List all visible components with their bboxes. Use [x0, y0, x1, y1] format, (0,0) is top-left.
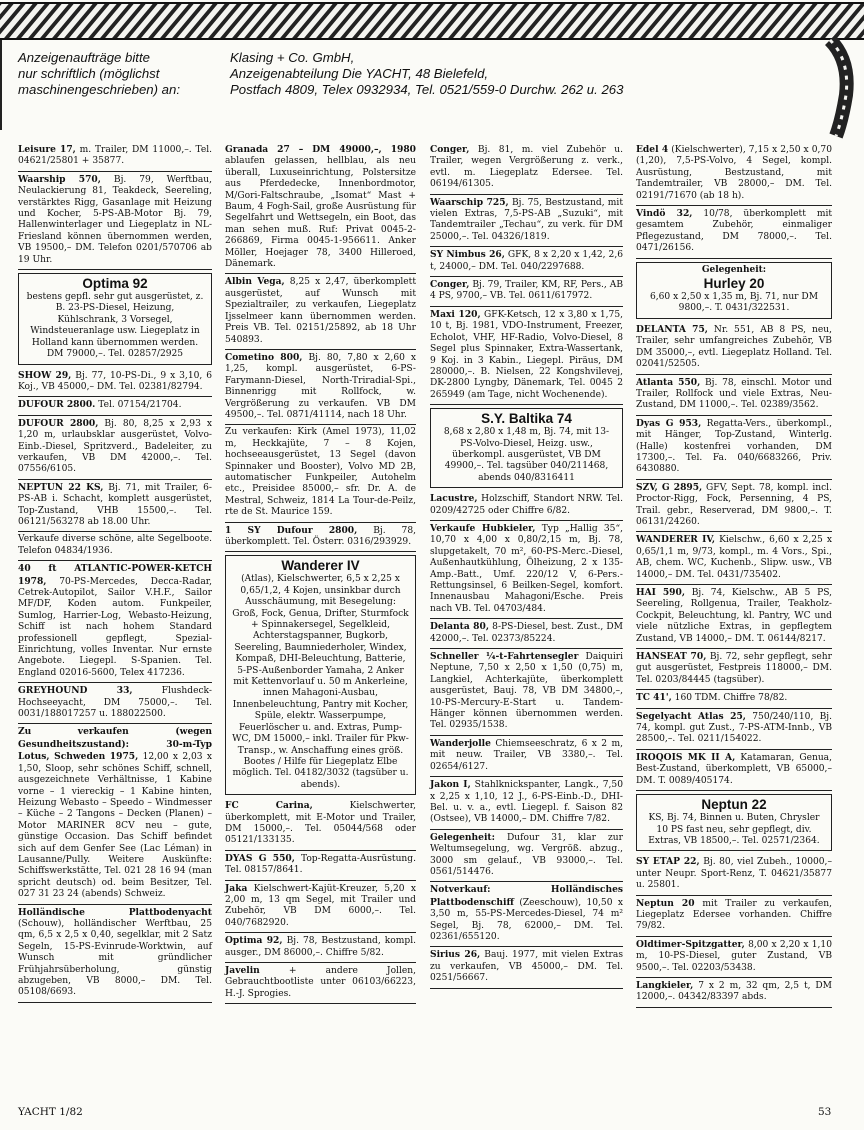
ad-body: 12,00 x 2,03 x 1,50, Sloop, sehr schönes Schiff, schnell, ausgezeichnete Verhältnisse, 1 Kabine vorne – 1 viereckig – 1 Kabine hinten, Heizung Webasto – Speedo – Windmesser – Küche – 2 Tangons – Decken (Planen) – Motor MARINER 8CV neu – gute, günstige Occasion. Das Schiff befindet sich auf dem Genfer See (Lac Léman) in Lausanne/Pully. Weitere Auskünfte: Schiffswerkstätte, Tel. 021 28 16 94 (man spricht deutsch) od. beim Besitzer, Tel. 027 31 23 24 (abends) Schweiz.	[18, 752, 212, 900]
ad-body: GFK, 8 x 2,20 x 1,42, 2,6 t, 24000,– DM. Tel. 040/2297688.	[430, 250, 623, 272]
ad-heading: NEPTUN 22 KS,	[18, 481, 104, 493]
ad-body: 8,00 x 2,20 x 1,10 m, 10-PS-Diesel, guter Zustand, VB 9500,–. Tel. 02203/53438.	[636, 939, 832, 973]
classified-ad	[636, 709, 832, 750]
ad-body: Kielschw., 6,60 x 2,25 x 0,65/1,1 m, 9/73, kompl., m. 4 Vors., Spi., AB, chem. WC, Kuchenb., Slipw. usw., VB 14000,– DM. Tel. 0431/735402.	[636, 535, 832, 580]
ad-body: KS, Bj. 74, Binnen u. Buten, Chrysler 10 PS fast neu, sehr gepflegt, div. Extras, VB 18500,–. Tel. 02571/2364.	[648, 813, 820, 846]
ad-body: Katamaran, Genua, Best-Zustand, überkomplett, VB 65000,– DM. T. 0089/405174.	[636, 752, 832, 786]
ad-body: GFV, Sept. 78, kompl. incl. Proctor-Rigg, Fock, Persenning, 4 PS, Trail. gebr., Reserverad, DM 9800,–. T. 06131/24260.	[636, 482, 832, 527]
ad-heading: Neptun 20	[636, 897, 695, 909]
ad-body: Top-Regatta-Ausrüstung. Tel. 08157/8641.	[225, 853, 417, 876]
order-instructions-banner	[18, 50, 848, 108]
classified-ad	[430, 277, 623, 307]
classified-ad	[636, 649, 832, 690]
ad-body: Kielschwerter, überkomplett, mit E-Motor und Trailer, DM 15000,–. Tel. 05044/568 oder 05121/133135.	[225, 801, 416, 846]
ad-body: 70-PS-Mercedes, Decca-Radar, Cetrek-Autopilot, Sailor V.H.F., Sailor MF/DF, Koden autom. Funkpeiler, Sumlog, Harrier-Log, Webasto-Heizung, Schiff ist nach hohem Standard professionell gepflegt, Spezial-Einrichtung, volles Inventar. Nur ernste Angebote. Liegepl. S-Spanien. Tel. England 02016-5600, Telex 417236.	[18, 576, 212, 678]
ad-heading: FC Carina,	[225, 800, 313, 812]
ad-heading: Segelyacht Atlas 25,	[636, 710, 746, 722]
ad-heading: HAI 590,	[636, 587, 686, 598]
ad-heading: Conger,	[430, 144, 470, 155]
ad-body: Bj. 78, Bestzustand, kompl. ausger., DM 86000,–. Chiffre 5/82.	[225, 936, 417, 958]
ad-body: (Kielschwerter), 7,15 x 2,50 x 0,70 (1,20), 7,5-PS-Volvo, 4 Segel, kompl. Ausrüstung, Bestzustand, mit Tandemtrailer, VB 28000,– DM. Tel. 02191/71670 (ab 18 h).	[636, 145, 832, 201]
instruction-line: Anzeigenaufträge bitte	[18, 50, 150, 65]
classified-ad	[430, 830, 623, 883]
ad-heading: SY ETAP 22,	[636, 856, 700, 868]
ad-body: 8,25 x 2,47, überkomplett ausgerüstet, auf Wunsch mit Spezialtrailer, zu verkaufen, Liegeplatz Ijsselmeer kann übernommen werden. Preis VB. Tel. 02151/25892, ab 18 Uhr 540893.	[225, 277, 416, 345]
classified-ad	[430, 619, 623, 649]
ad-title: Optima 92	[82, 276, 148, 292]
ad-body: Bj. 80, 8,25 x 2,93 x 1,20 m, urlaubsklar ausgerüstet, Volvo-Einb.-Diesel, Spritzverd., Badeleiter, zu verkaufen, VB DM 42000,–. Tel. 07556/6105.	[18, 418, 213, 475]
boxed-classified-ad	[225, 555, 416, 795]
ad-body: Kielschwert-Kajüt-Kreuzer, 5,20 x 2,00 m, 13 qm Segel, mit Trailer und Zubehör, VB DM 6000,–. Tel. 040/7682920.	[225, 883, 416, 928]
ad-heading: HANSEAT 70,	[636, 651, 707, 663]
ad-title: Hurley 20	[703, 276, 765, 292]
ad-heading: Jakon I,	[430, 779, 471, 791]
ad-heading: DELANTA 75,	[636, 323, 708, 335]
ad-heading: SY Nimbus 26,	[430, 249, 505, 261]
ad-heading: Cometino 800,	[225, 351, 303, 363]
ad-body: Bj. 77, 10-PS-Di., 9 x 3,10, 6 Koj., VB 45000,– DM. Tel. 02381/82794.	[18, 370, 213, 392]
ad-body: Tel. 07154/21704.	[95, 400, 182, 411]
address-line: Postfach 4809, Telex 0932934, Tel. 0521/559-0 Durchw. 262 u. 263	[230, 82, 624, 97]
issue-label: YACHT 1/82	[18, 1106, 83, 1118]
classified-ad	[636, 375, 832, 416]
order-instructions	[18, 50, 218, 98]
classified-ad	[225, 881, 416, 934]
classified-ad	[225, 274, 416, 349]
ad-heading: Atlanta 550,	[636, 376, 701, 388]
ad-heading: 1 SY Dufour 2800,	[225, 524, 358, 536]
ad-body: Bj. 71, mit Trailer, 6-PS-AB i. Schacht, komplett ausgerüstet, Top-Zustand, VHB 15500,–. Tel. 06121/563278 ab 18.00 Uhr.	[18, 482, 213, 527]
boxed-classified-ad	[430, 408, 623, 488]
publisher-address	[230, 50, 850, 98]
classified-ad	[430, 491, 623, 521]
classified-ad	[18, 397, 212, 415]
classified-ad	[636, 585, 832, 649]
ad-heading: Granada 27 – DM 49000,–, 1980	[225, 144, 416, 155]
ad-body: GFK-Ketsch, 12 x 3,80 x 1,75, 10 t, Bj. 1981, VDO-Instrument, Freezer, Echolot, VHF, HF-Radio, Volvo-Diesel, 8 Segel plus Spinnaker, Extra-Wassertank, 9 Koj. in 3 Kabin., Liegepl. Piräus, DM 280000,–. B. Nielsen, 22 Kongshvilevej, DK-2800 Lyngby, Dänemark, Tel. 0045 2 265949 (am Tage, nicht Wochenende).	[430, 309, 623, 400]
classified-ad	[18, 480, 212, 533]
classifieds-column-4	[636, 142, 832, 1008]
classified-ad	[18, 142, 212, 172]
ad-heading: Maxi 120,	[430, 308, 481, 320]
classified-ad	[430, 142, 623, 195]
ad-body: Chiemseeschratz, 6 x 2 m, mit neuw. Trailer, VB 3380,–. Tel. 02654/6127.	[430, 738, 623, 772]
ad-body: Bauj. 1977, mit vielen Extras zu verkaufen, VB 45000,– DM. Tel. 0251/56667.	[430, 950, 623, 984]
ad-body: Bj. 79, Trailer, KM, RF, Pers., AB 4 PS, 9700,– VB. Tel. 0611/617972.	[430, 280, 623, 302]
ad-heading: Notverkauf: Holländisches Plattbodenschiff	[430, 884, 623, 908]
ad-body: 6,60 x 2,50 x 1,35 m, Bj. 71, nur DM 9800,–. T. 0431/322531.	[649, 292, 819, 314]
classified-ad	[225, 851, 416, 881]
classified-ad	[430, 649, 623, 736]
ad-heading: Leisure 17,	[18, 144, 76, 155]
boxed-classified-ad	[18, 273, 212, 364]
ad-heading: Dyas G 953,	[636, 417, 702, 429]
instruction-line: maschinengeschrieben) an:	[18, 82, 181, 97]
ad-body: (Schouw), holländischer Werftbau, 25 qm, 6,5 x 2,5 x 0,40, segelklar, mit 2 Satz Segeln, 15-PS-Evinrude-Worktwin, auf Wunsch mit gründlicher Frühjahrsüberholung, günstig abzugeben, VB 8000,– DM. Tel. 05108/6693.	[18, 918, 212, 998]
ad-body: Bj. 79, Werftbau, Neulackierung 81, Teakdeck, Seereling, verstärktes Rigg, Gasanlage mit Heizung und Kocher, 5-PS-AB-Motor Bj. 79, Hallenwinterlager und Liegeplatz in NL-Friesland können übernommen werden, VB 19500,– DM. Telefon 0201/570706 ab 19 Uhr.	[18, 174, 213, 265]
classified-ad	[636, 480, 832, 533]
ad-heading: Albin Vega,	[225, 276, 285, 288]
classified-ad	[636, 750, 832, 791]
ad-heading: TC 41',	[636, 692, 672, 704]
ad-body: Flushdeck-Hochseeyacht, DM 75000,–. Tel. 0031/188017257 u. 188022500.	[18, 686, 212, 720]
boxed-classified-ad	[636, 794, 832, 851]
classified-ad	[430, 777, 623, 830]
ad-heading: SHOW 29,	[18, 369, 72, 381]
ad-heading: DUFOUR 2800.	[18, 399, 96, 411]
classified-ad	[430, 736, 623, 777]
classified-ad	[636, 937, 832, 978]
classified-ad	[636, 142, 832, 206]
ad-body: Bj. 74, Kielschw., AB 5 PS, Seereling, Rollgenua, Trailer, Teakholz-Cockpit, Beleuchtung, kl. Pantry, WC und viele nützliche Extras, in gepflegtem Zustand, VB 14000,– DM. T. 06144/8217.	[636, 588, 832, 644]
ad-body: 10/78, überkomplett mit gesamtem Zubehör, einmaliger Pflegezustand, DM 78000,–. Tel. 0471/26156.	[636, 209, 833, 254]
ad-heading: Jaka	[225, 882, 248, 894]
ad-body: Holzschiff, Standort NRW. Tel. 0209/42725 oder Chiffre 6/82.	[430, 494, 623, 516]
classified-ad	[636, 206, 832, 259]
classified-ad	[18, 416, 212, 480]
ad-body: mit Trailer zu verkaufen, Liegeplatz Edersee vorhanden. Chiffre 79/82.	[636, 898, 832, 932]
classified-ad	[225, 523, 416, 553]
ad-heading: 40 ft ATLANTIC-POWER-KETCH 1978,	[18, 563, 212, 587]
ad-body: Verkaufe diverse schöne, alte Segelboote. Telefon 04834/1936.	[18, 534, 212, 556]
ad-heading: WANDERER IV,	[636, 534, 716, 546]
classified-ad	[225, 798, 416, 851]
classified-ad	[636, 854, 832, 895]
ad-heading: Wanderjolle	[430, 737, 491, 749]
ad-body: Typ „Hallig 35“, 10,70 x 4,00 x 0,80/2,15 m, Bj. 78, slupgetakelt, 70 m², 60-PS-Merc.-Diesel, Außenhautkühlung, Ölheizung, 2 x 135-Amp.-Batt., Umf. 220/12 V, 6-Pers.-Rettungsinsel, 6 Beilken-Segel, komfort. Innenausbau Mahagoni/Esche. Preis nach VB. Tel. 04703/484.	[430, 523, 624, 614]
classified-ad	[430, 307, 623, 405]
ad-body: 7 x 2 m, 32 qm, 2,5 t, DM 12000,–. 04342/83397 abds.	[636, 980, 832, 1003]
classifieds-column-3	[430, 142, 623, 989]
classified-ad	[18, 561, 212, 683]
classified-ad	[225, 350, 416, 425]
ad-title: Wanderer IV	[281, 558, 360, 574]
classified-ad	[636, 416, 832, 480]
classified-ad	[430, 882, 623, 947]
ad-body: Zu verkaufen: Kirk (Amel 1973), 11,02 m, Heckkajüte, 7 – 8 Kojen, hochseeausgerüstet, 13 Segel (davon Spinnaker und Booster), Volvo MD 2B, automatischer Funkpeiler, Autohelm etc., Preisidee 85000,– sfr. Dr. A. de Mestral, Schweiz, 1814 La Tour-de-Peilz, rte de St. Maurice 159.	[225, 427, 416, 518]
ad-body: (Zeeschouw), 10,50 x 3,50 m, 55-PS-Mercedes-Diesel, 74 m² Segel, Bj. 78, 62000,– DM. Tel. 02361/655120.	[430, 897, 623, 942]
boxed-classified-ad	[636, 262, 832, 319]
classified-ad	[225, 933, 416, 963]
ad-body: Daiquiri Neptune, 7,50 x 2,50 x 1,50 (0,75) m, Langkiel, Achterkajüte, überkomplett ausgerüstet, Bauj. 78, VB DM 34800,–, 10-PS-Mercury-E-Start u. Tandem-Hänger können übernommen werden. Tel. 02935/1538.	[430, 652, 623, 731]
classified-ad	[636, 896, 832, 937]
ad-heading: Edel 4	[636, 144, 669, 155]
ad-heading: Vindö 32,	[636, 208, 693, 220]
ad-body: Stahlknickspanter, Langk., 7,50 x 2,25 x 1,10, 12 J., 6-PS-Einb.-D., DHI-Bel. u. v. a., evtl. Liegepl. f. Saison 82 (Ostsee), VB 14000,– DM. Chiffre 7/82.	[430, 780, 623, 825]
ad-kicker: Gelegenheit:	[701, 264, 767, 275]
ad-body: Bj. 81, m. viel Zubehör u. Trailer, wegen Vergrößerung z. verk., evtl. m. Liegeplatz Edersee. Tel. 06194/61305.	[430, 145, 623, 190]
ad-body: 8-PS-Diesel, best. Zust., DM 42000,–. Tel. 02373/85224.	[430, 622, 623, 644]
classifieds-column-2	[225, 142, 416, 1004]
ad-heading: Sirius 26,	[430, 949, 481, 961]
ad-heading: Conger,	[430, 279, 470, 291]
ad-body: Dufour 31, klar zur Weltumsegelung, wg. Vergröß. abzug., 3000 sm gelauf., VB 93000,–. Tel. 0561/514476.	[430, 832, 623, 877]
ad-body: ablaufen gelassen, hellblau, als neu überall, Luxuseinrichtung, Polstersitze aus Pferdedecke, Innenbordmotor, M/Gori-Faltschraube, „Isomat“ Mast + Baum, 4 Fogh-Sail, große Ausrüstung für Segelfahrt und Wettsegeln, ein Boot, das man sehen muß. Ruf: Privat 0045-2-266869, Firma 0045-1-956611. Anker Möller, Hoejager 78, 3400 Hilleroed, Dänemark.	[225, 156, 416, 270]
ad-heading: Waarship 570,	[18, 173, 101, 185]
classified-ad	[430, 521, 623, 619]
classified-ad	[18, 724, 212, 904]
classified-ad	[18, 683, 212, 724]
ad-body: Bj. 75, Bestzustand, mit vielen Extras, 7,5-PS-AB „Suzuki“, mit Tandemtrailer „Techau“, zu verk. für DM 25000,–. Tel. 04326/1819.	[430, 197, 623, 242]
ad-body: Regatta-Vers., überkompl., mit Hänger, Top-Zustand, Winterlg. (Halle) kostenfrei vorhanden, DM 17300,–. Tel. Fa. 040/6683266, Priv. 6430880.	[636, 418, 832, 475]
ad-heading: Waarschip 725,	[430, 196, 509, 208]
ad-body: 160 TDM. Chiffre 78/82.	[671, 693, 788, 704]
classified-ad	[636, 978, 832, 1008]
ad-body: bestens gepfl. sehr gut ausgerüstet, z. B. 23-PS-Diesel, Heizung, Kühlschrank, 3 Vorsegel, Windsteueranlage usw. Liegeplatz in Holland kann übernommen werden. DM 79000,–. Tel. 02857/2925	[26, 292, 204, 360]
classified-ad	[18, 532, 212, 561]
ad-body: Bj. 78, überkomplett. Tel. Österr. 0316/293929.	[225, 525, 416, 547]
ad-heading: SZV, G 2895,	[636, 481, 703, 493]
ad-title: Neptun 22	[701, 797, 767, 813]
ad-body: Bj. 80, viel Zubeh., 10000,– unter Neupr. Sport-Renz, T. 04621/35877 u. 25801.	[636, 857, 832, 891]
ad-heading: Lacustre,	[430, 493, 478, 505]
instruction-line: nur schriftlich (möglichst	[18, 66, 160, 81]
classified-ad	[430, 947, 623, 988]
classified-ad	[18, 172, 212, 270]
classified-ad	[18, 368, 212, 398]
classified-ad	[430, 247, 623, 277]
address-line: Anzeigenabteilung Die YACHT, 48 Bielefeld,	[230, 66, 489, 81]
classified-ad	[225, 963, 416, 1004]
classified-ad	[636, 532, 832, 585]
ad-body: (Atlas), Kielschwerter, 6,5 x 2,25 x 0,65/1,2, 4 Kojen, unsinkbar durch Ausschäumung, mit Besegelung: Groß, Fock, Genua, Drifter, Sturmfock + Spinnakersegel, Segelkleid, Achterstagspanner, Bugkorb, Seereling, Baumniederholer, Windex, Kompaß, DHI-Beleuchtung, Batterie, 5-PS-Außenborder Yamaha, 2 Anker mit Kettenvorlauf u. 50 m Ankerleine, innen Mahagoni-Ausbau, Innenbeleuchtung, Pantry mit Kocher, Spüle, elektr. Wasserpumpe, Feuerlöscher u. and. Extras, Pump-WC, DM 15000,– inkl. Trailer für Pkw-Transp., w. Anschaffung eines größ. Bootes / Hilfe für Liegeplatz Elbe möglich. Tel. 04182/3032 (tagsüber u. abends).	[232, 574, 409, 790]
classified-ad	[225, 425, 416, 522]
address-line: Klasing + Co. GmbH,	[230, 50, 355, 65]
ad-heading: Langkieler,	[636, 979, 694, 991]
ad-body: 750/240/110, Bj. 74, kompl. gut Zust., 7-PS-ATM-Innb., VB 28500,–. Tel. 0211/154022.	[636, 711, 832, 745]
ad-heading: Javelin	[225, 965, 260, 976]
ad-heading: DUFOUR 2800,	[18, 417, 99, 429]
ad-title: S.Y. Baltika 74	[481, 411, 572, 427]
ad-body: + andere Jollen, Gebrauchtbootliste unter 06103/66223, H.-J. Sprogies.	[225, 966, 416, 999]
ad-heading: GREYHOUND 33,	[18, 685, 133, 697]
ad-heading: Gelegenheit:	[430, 831, 495, 843]
ad-body: m. Trailer, DM 11000,–. Tel. 04621/25801 + 35877.	[18, 145, 212, 167]
classified-ad	[636, 690, 832, 708]
classified-ad	[636, 322, 832, 375]
ad-heading: Delanta 80,	[430, 621, 489, 633]
ad-heading: Verkaufe Hubkieler,	[430, 522, 536, 534]
page-number: 53	[818, 1106, 832, 1118]
classified-ad	[18, 905, 212, 1003]
classified-ad	[225, 142, 416, 274]
ad-body: Bj. 72, sehr gepflegt, sehr gut ausgerüstet, Festpreis 118000,– DM. Tel. 0203/84445 (tagsüber).	[636, 652, 832, 685]
ad-heading: Schneller ¼-t-Fahrtensegler	[430, 651, 579, 663]
ad-heading: Holländische Plattbodenyacht	[18, 906, 212, 918]
ad-heading: Zu verkaufen (wegen Gesundheitszustand): 30-m-Typ Lotus, Schweden 1975,	[18, 726, 212, 763]
ad-body: Bj. 80, 7,80 x 2,60 x 1,25, kompl. ausgerüstet, 6-PS-Farymann-Diesel, North-Triradial-Spi., Binnenrigg mit Rollfock, w. Vergrößerung zu verkaufen. VB DM 49500,–. Tel. 0871/41114, nach 18 Uhr.	[225, 352, 417, 420]
ad-heading: DYAS G 550,	[225, 852, 295, 864]
classified-ad	[430, 195, 623, 248]
ad-body: 8,68 x 2,80 x 1,48 m, Bj. 74, mit 13-PS-Volvo-Diesel, Heizg. usw., überkompl. ausgerüstet, VB DM 49900,–. Tel. tagsüber 040/211468, abends 040/8316411	[443, 427, 610, 483]
ad-body: Nr. 551, AB 8 PS, neu, Trailer, sehr umfangreiches Zubehör, VB DM 35000,–, evtl. Liegeplatz Holland. Tel. 02041/52505.	[636, 324, 832, 370]
ad-body: Bj. 78, einschl. Motor und Trailer, Rollfock und viele Extras, Neu-Zustand, DM 11000,–. Tel. 02389/3562.	[636, 377, 832, 411]
classifieds-column-1	[18, 142, 212, 1003]
ad-heading: IROQOIS MK II A,	[636, 751, 736, 763]
ad-heading: Optima 92,	[225, 935, 283, 947]
ad-heading: Oldtimer-Spitzgatter,	[636, 938, 745, 950]
